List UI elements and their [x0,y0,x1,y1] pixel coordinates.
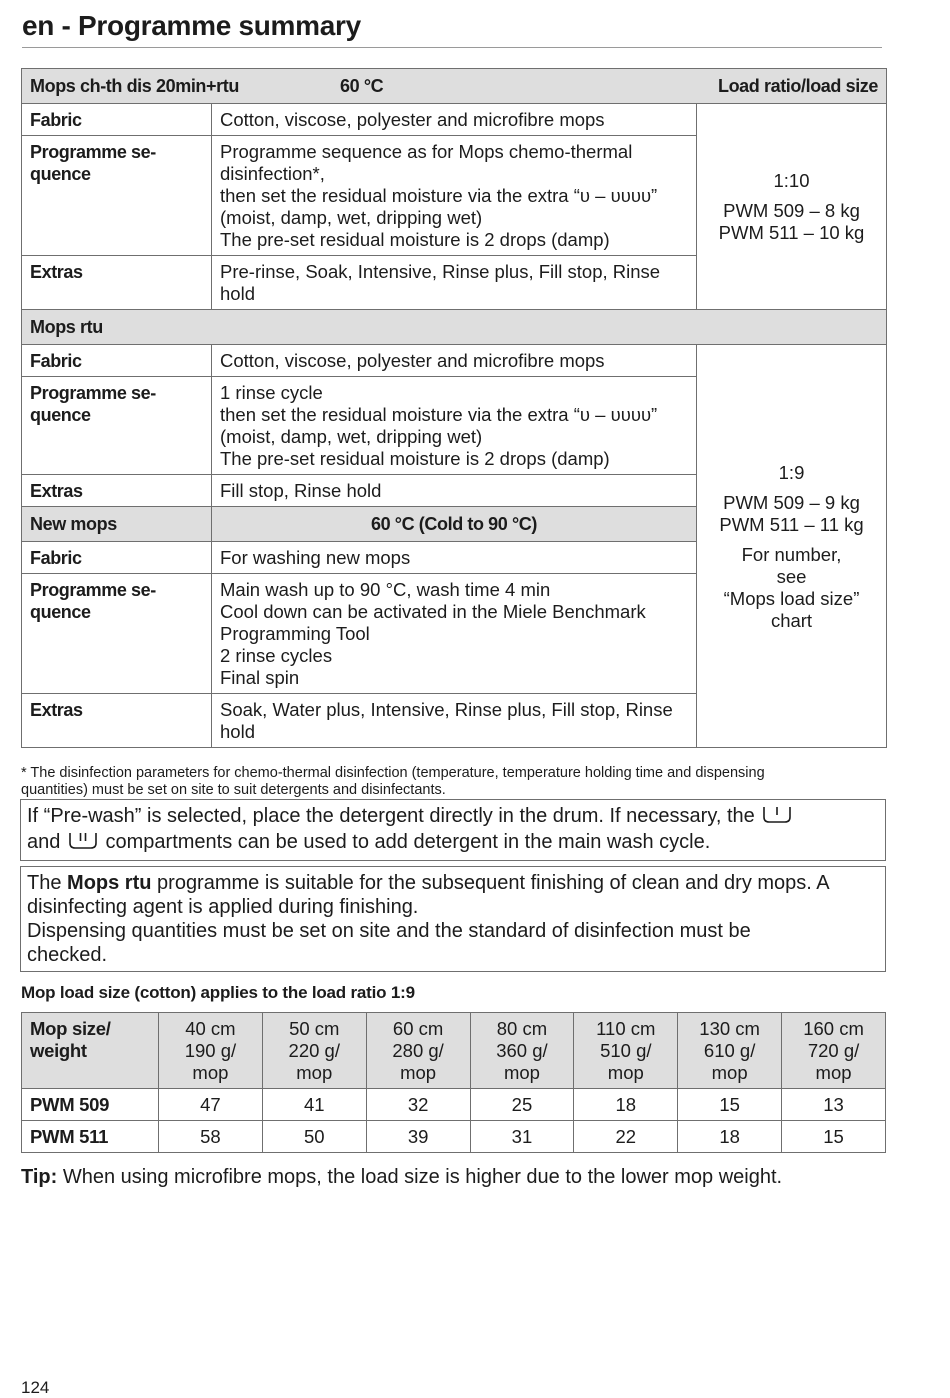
table-cell: 31 [470,1121,574,1153]
load-ratio: 1:10 [773,170,810,191]
load-size: PWM 509 – 9 kg [723,491,860,513]
mop-load-table [21,1012,886,1153]
table-row [22,345,887,377]
disinfection-footnote: * The disinfection parameters for chemo-thermal disinfection (temperature, temperature holding time and dispensing quantities) must be set on site to suit detergents and disinfectants. [21,765,765,798]
extras-value: Fill stop, Rinse hold [212,475,697,507]
sequence-value: Main wash up to 90 °C, wash time 4 min Cool down can be activated in the Miele Benchmark Programming Tool 2 rinse cycles Final spin [212,574,697,694]
model-label: PWM 509 [22,1089,159,1121]
fabric-value: Cotton, viscose, polyester and microfibre mops [212,104,697,136]
page-title: en - Programme summary [22,10,882,48]
load-ratio-cell [697,345,887,748]
load-ratio: 1:9 [778,461,805,483]
tip-label: Tip: [21,1166,58,1188]
column-header: 110 cm 510 g/ mop [574,1013,678,1089]
model-label: PWM 511 [22,1121,159,1153]
column-header: 130 cm 610 g/ mop [678,1013,782,1089]
mops-rtu-note: The Mops rtu programme is suitable for the subsequent finishing of clean and dry mops. A disinfecting agent is applied during finishing. Dispensing quantities must be set on site and the standard of disinfection must be checked. [20,866,886,972]
table-cell: 15 [782,1121,886,1153]
table-cell: 15 [678,1089,782,1121]
load-table-title: Mop load size (cotton) applies to the load ratio 1:9 [21,983,415,1002]
programme-header-row [22,310,887,345]
row-label: Fabric [22,345,212,377]
extras-value: Pre-rinse, Soak, Intensive, Rinse plus, Fill stop, Rinse hold [212,256,697,310]
row-label: Programme se- quence [22,136,212,256]
row-label: Programme se- quence [22,574,212,694]
row-label: Fabric [22,542,212,574]
table-cell: 58 [159,1121,263,1153]
programme-temperature: 60 °C [340,76,384,96]
column-header: 60 cm 280 g/ mop [366,1013,470,1089]
column-header: 50 cm 220 g/ mop [262,1013,366,1089]
row-header: Mop size/ weight [22,1013,159,1089]
column-header: 80 cm 360 g/ mop [470,1013,574,1089]
table-cell: 13 [782,1089,886,1121]
row-label: Fabric [22,104,212,136]
table-row [22,104,887,136]
load-size: PWM 509 – 8 kg [723,200,860,221]
programme-name: Mops rtu [22,310,887,345]
row-label: Extras [22,475,212,507]
compartment-ii-icon [68,830,98,856]
table-cell: 25 [470,1089,574,1121]
table-cell: 32 [366,1089,470,1121]
table-header-row [22,1013,886,1089]
load-size: PWM 511 – 10 kg [718,222,865,243]
table-cell: 22 [574,1121,678,1153]
programme-table [21,68,887,748]
programme-name: New mops [22,507,212,542]
sequence-value: Programme sequence as for Mops chemo-thermal disinfection*, then set the residual moisture via the extra “ᴜ – ᴜᴜᴜᴜ” (moist, damp, wet, dripping wet) The pre-set residual moisture is 2 drops (damp) [212,136,697,256]
tip-text: When using microfibre mops, the load size is higher due to the lower mop weight. [62,1166,783,1188]
load-ratio-cell [697,104,887,310]
fabric-value: Cotton, viscose, polyester and microfibre mops [212,345,697,377]
programme-temperature: 60 °C (Cold to 90 °C) [212,507,697,542]
table-cell: 18 [574,1089,678,1121]
page-number: 124 [21,1378,50,1397]
load-size: PWM 511 – 11 kg [719,513,864,535]
fabric-value: For washing new mops [212,542,697,574]
table-cell: 41 [262,1089,366,1121]
row-label: Extras [22,256,212,310]
row-label: Programme se- quence [22,377,212,475]
programme-name: Mops ch-th dis 20min+rtu [30,76,239,96]
table-cell: 18 [678,1121,782,1153]
table-cell: 47 [159,1089,263,1121]
sequence-value: 1 rinse cycle then set the residual moisture via the extra “ᴜ – ᴜᴜᴜᴜ” (moist, damp, wet, dripping wet) The pre-set residual moisture is 2 drops (damp) [212,377,697,475]
table-cell: 39 [366,1121,470,1153]
column-header: 40 cm 190 g/ mop [159,1013,263,1089]
column-header: 160 cm 720 g/ mop [782,1013,886,1089]
table-row [22,1121,886,1153]
prewash-note: If “Pre-wash” is selected, place the detergent directly in the drum. If necessary, the and compartments can be used to add detergent in the main wash cycle. [20,799,886,861]
compartment-i-icon [762,804,792,830]
row-label: Extras [22,694,212,748]
programme-header-row [22,69,887,104]
extras-value: Soak, Water plus, Intensive, Rinse plus, Fill stop, Rinse hold [212,694,697,748]
load-ratio-header: Load ratio/load size [717,76,879,96]
tip [21,1164,891,1190]
load-size-note: For number, see “Mops load size” chart [723,543,860,631]
table-cell: 50 [262,1121,366,1153]
table-row [22,1089,886,1121]
